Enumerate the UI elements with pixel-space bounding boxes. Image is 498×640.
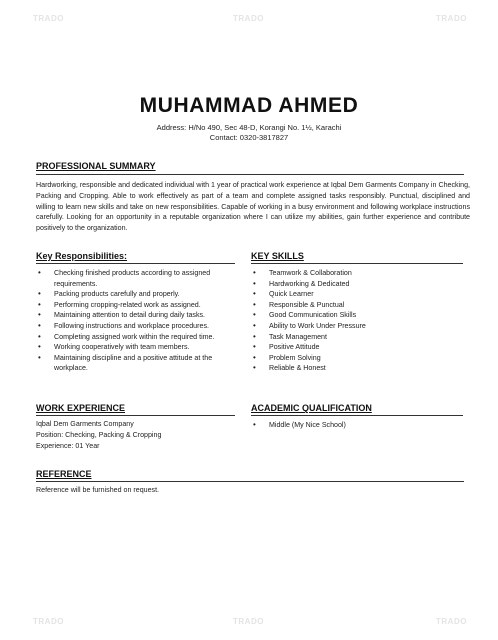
experience-details	[36, 419, 242, 451]
skills-list	[251, 268, 463, 374]
section-divider	[36, 263, 235, 264]
list-item: • Maintaining discipline and a positive attitude at the workplace.	[36, 353, 242, 374]
summary-heading: PROFESSIONAL SUMMARY	[36, 161, 156, 171]
duration-line: Experience: 01 Year	[36, 441, 100, 450]
education-list	[251, 420, 463, 431]
list-item: • Middle (My Nice School)	[251, 420, 463, 431]
list-item: • Completing assigned work within the required time.	[36, 332, 242, 343]
list-item: • Ability to Work Under Pressure	[251, 321, 463, 332]
list-item: • Positive Attitude	[251, 342, 463, 353]
experience-heading: WORK EXPERIENCE	[36, 403, 126, 413]
list-item: • Good Communication Skills	[251, 310, 463, 321]
address-line: Address: H/No 490, Sec 48-D, Korangi No. 1½, Karachi	[156, 123, 342, 132]
watermark: TRADO	[33, 617, 64, 626]
section-divider	[36, 415, 235, 416]
reference-text: Reference will be furnished on request.	[36, 486, 160, 494]
section-divider	[251, 263, 463, 264]
list-item: • Maintaining attention to detail during daily tasks.	[36, 310, 242, 321]
list-item: • Following instructions and workplace procedures.	[36, 321, 242, 332]
summary-text: Hardworking, responsible and dedicated individual with 1 year of practical work experience at Iqbal Dem Garments Company in Checking, Packing and Cropping. Able to work effectively as part of a team and complete assigned tasks responsibly. Punctual, disciplined and willing to learn new skills and take on new responsibilities. Capable of working in a busy environment and following workplace instructions carefully. Looking for an opportunity in a reputable organization where I can utilize my abilities, gain further experience and contribute positively to the organization.	[36, 181, 470, 233]
list-item: • Hardworking & Dedicated	[251, 279, 463, 290]
list-item: • Reliable & Honest	[251, 363, 463, 374]
watermark: TRADO	[33, 14, 64, 23]
list-item: • Teamwork & Collaboration	[251, 268, 463, 279]
watermark: TRADO	[233, 617, 264, 626]
watermark: TRADO	[436, 14, 467, 23]
responsibilities-list	[36, 268, 242, 374]
position-line: Position: Checking, Packing & Cropping	[36, 430, 162, 439]
list-item: • Responsible & Punctual	[251, 300, 463, 311]
candidate-name: MUHAMMAD AHMED	[139, 94, 359, 117]
contact-line: Contact: 0320-3817827	[209, 133, 289, 142]
education-heading: ACADEMIC QUALIFICATION	[251, 403, 372, 413]
list-item: • Quick Learner	[251, 289, 463, 300]
reference-heading: REFERENCE	[36, 469, 92, 479]
section-divider	[36, 174, 464, 175]
skills-heading: KEY SKILLS	[251, 251, 304, 261]
section-divider	[36, 481, 464, 482]
watermark: TRADO	[436, 617, 467, 626]
list-item: • Performing cropping-related work as assigned.	[36, 300, 242, 311]
list-item: • Task Management	[251, 332, 463, 343]
company-name: Iqbal Dem Garments Company	[36, 420, 134, 428]
list-item: • Working cooperatively with team members.	[36, 342, 242, 353]
watermark: TRADO	[233, 14, 264, 23]
responsibilities-heading: Key Responsibilities:	[36, 251, 128, 261]
list-item: • Problem Solving	[251, 353, 463, 364]
section-divider	[251, 415, 463, 416]
list-item: • Checking finished products according to assigned requirements.	[36, 268, 242, 289]
list-item: • Packing products carefully and properly.	[36, 289, 242, 300]
